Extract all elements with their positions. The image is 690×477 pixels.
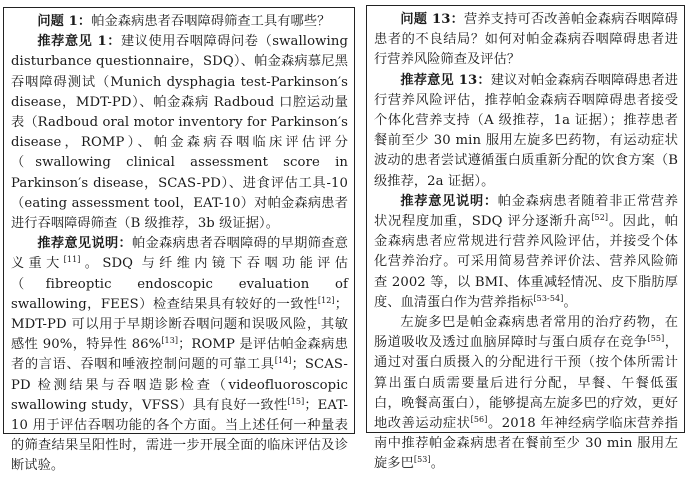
recommendation-13-text: 建议对帕金森病吞咽障碍患者进行营养风险评估，推荐帕金森病吞咽障碍患者接受个体化营养支持（A 级推荐，1a 证据）；推荐患者餐前至少 30 min 服用左旋多巴药物，有运动症状波动的患者尝试遵循蛋白质重新分配的饮食方案（B 级推荐，2a 证据）。 (374, 72, 678, 189)
paragraph-text: 。 (430, 456, 444, 472)
explanation-13-label: 推荐意见说明： (400, 193, 498, 209)
explanation-text: ；MDT-PD 可以用于早期诊断吞咽问题和误吸风险，其敏感性 90%，特异性 86% (11, 296, 348, 353)
levodopa-paragraph (374, 313, 678, 475)
explanation-text: 帕金森病患者随着非正常营养状况程度加重，SDQ 评分逐渐升高 (374, 193, 678, 230)
paragraph-text: 左旋多巴是帕金森病患者常用的治疗药物，在肠道吸收及透过血脑屏障时与蛋白质存在竞争 (374, 315, 678, 351)
paragraph-text: ，通过对蛋白质摄入的分配进行干预（按个体所需计算出蛋白质需要量后进行分配，早餐、午餐低蛋白，晚餐高蛋白），能够提高左旋多巴的疗效，更好地改善运动症状 (374, 335, 679, 432)
explanation-text: 。SDQ 与纤维内镜下吞咽功能评估（fibreoptic endoscopic evaluation of swallowing，FEES）检查结果具有较好的一致性 (11, 256, 348, 312)
citation: [53-54] (533, 293, 564, 303)
explanation-text: ；SCAS-PD 检测结果与吞咽造影检查（videofluoroscopic swallowing study，VFSS）具有良好一致性 (11, 357, 348, 413)
citation: [14] (274, 356, 292, 366)
recommendation-1-text: 建议使用吞咽障碍问卷（swallowing disturbance questionnaire，SDQ）、帕金森病慕尼黑吞咽障碍测试（Munich dysphagia test-Parkinson′s disease，MDT-PD）、帕金森病 Radboud 口腔运动量表（Radboud oral motor inventory for Parkinson′s disease，ROMP）、帕金森病吞咽临床评估评分（swallowing clinical assessment score in Parkinson′s disease，SCAS-PD）、进食评估工具-10（eating assessment tool，EAT-10）对帕金森病患者进行吞咽障碍筛查（B 级推荐，3b 级证据）。 (11, 34, 348, 232)
question-1-text: 帕金森病患者吞咽障碍筛查工具有哪些？ (91, 14, 331, 29)
recommendation-13-label: 推荐意见 13： (400, 72, 491, 88)
explanation-text: 。因此，帕金森病患者应常规进行营养风险评估，并接受个体化营养治疗。可采用简易营养评价法、营养风险筛查 2002 等，以 BMI、体重减轻情况、皮下脂肪厚度、血清蛋白作为营养指标 (374, 214, 679, 310)
left-text-box (3, 7, 355, 474)
citation: [53] (413, 455, 431, 465)
question-13 (374, 10, 678, 71)
recommendation-1 (11, 32, 348, 234)
explanation-13 (374, 192, 678, 313)
explanation-text: 。 (563, 294, 577, 310)
recommendation-13 (374, 71, 678, 192)
question-1 (11, 12, 348, 32)
recommendation-1-label: 推荐意见 1： (37, 34, 122, 50)
citation: [12] (317, 295, 335, 305)
question-1-label: 问题 1： (37, 14, 92, 29)
question-13-text: 营养支持可否改善帕金森病吞咽障碍患者的不良结局？如何对帕金森病吞咽障碍患者进行营养风险筛查及评估？ (374, 12, 678, 68)
citation: [52] (591, 213, 609, 223)
citation: [11] (63, 255, 81, 265)
right-text-box (366, 5, 685, 472)
explanation-text: ；ROMP 是评估帕金森病患者的言语、吞咽和唾液控制问题的可靠工具 (11, 337, 348, 373)
explanation-text: ；EAT-10 用于评估吞咽功能的各个方面。当上述任何一种量表的筛查结果呈阳性时，需进一步开展全面的临床评估及诊断试验。 (11, 397, 348, 474)
citation: [56] (470, 415, 488, 425)
citation: [55] (647, 334, 665, 344)
explanation-1 (11, 234, 348, 476)
citation: [15] (287, 396, 305, 406)
citation: [13] (161, 336, 179, 346)
question-13-label: 问题 13： (400, 12, 464, 27)
explanation-1-label: 推荐意见说明： (37, 236, 132, 252)
explanation-text: 帕金森病患者吞咽障碍的早期筛查意义重大 (11, 236, 348, 272)
paragraph-text: 。2018 年神经病学临床营养指南中推荐帕金森病患者在餐前至少 30 min 服用左旋多巴 (374, 416, 678, 472)
